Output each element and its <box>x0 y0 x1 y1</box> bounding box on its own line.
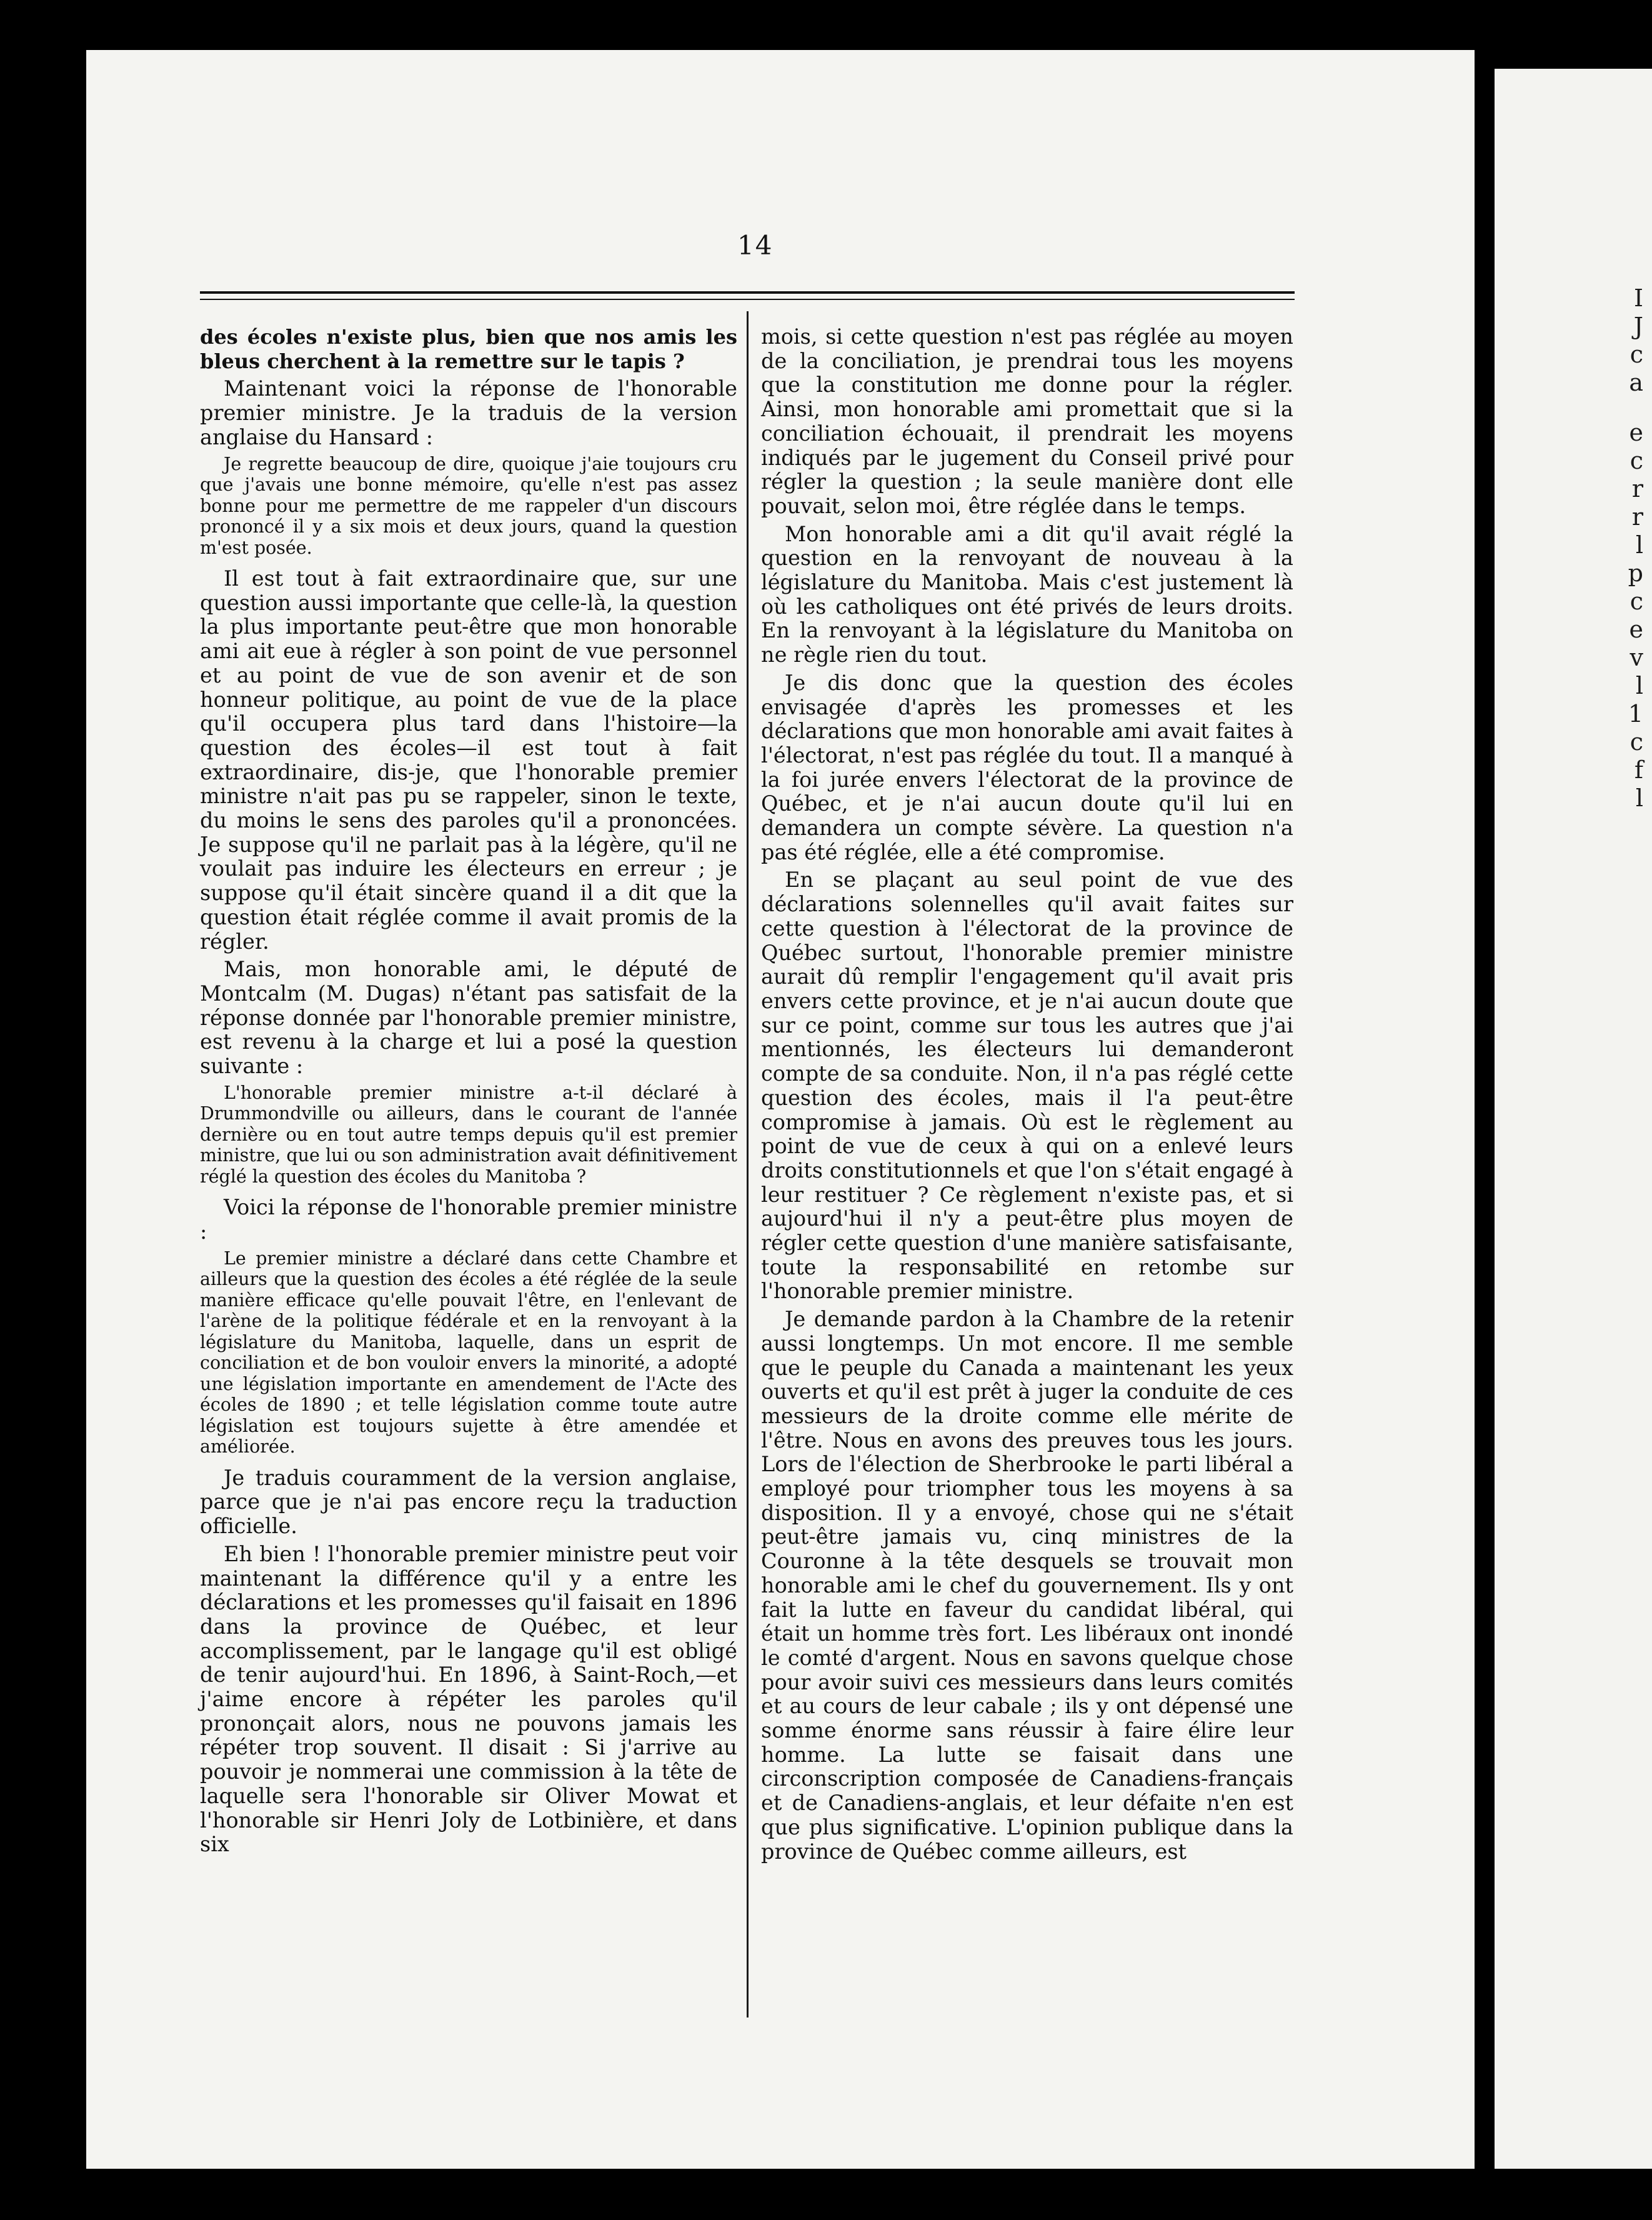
paragraph: mois, si cette question n'est pas réglée au moyen de la conciliation, je prendrai tous les moyens que la constitution me donne pour la régler. Ainsi, mon honorable ami promettait que si la conciliation échouait, il prendrait les moyens indiqués par le jugement du Conseil privé pour régler la question ; la seule manière dont elle pouvait, selon moi, être réglée dans le temps. <box>761 324 1293 518</box>
header-rule <box>200 291 1295 294</box>
right-column <box>761 325 1293 1868</box>
left-column <box>200 325 737 1861</box>
paragraph: Maintenant voici la réponse de l'honorable premier ministre. Je la traduis de la version anglaise du Hansard : <box>200 376 737 449</box>
paragraph: Je demande pardon à la Chambre de la retenir aussi longtemps. Un mot encore. Il me semble que le peuple du Canada a maintenant les yeux ouverts et qu'il est prêt à juger la conduite de ces messieurs de la droite comme elle mérite de l'être. Nous en avons des preuves tous les jours. Lors de l'élection de Sherbrooke le parti libéral a employé pour triompher tous les moyens à sa disposition. Il y a envoyé, chose qui ne s'était peut-être jamais vu, cinq ministres de la Couronne à la tête desquels se trouvait mon honorable ami le chef du gouvernement. Ils y ont fait la lutte en faveur du candidat libéral, qui était un homme très fort. Les libéraux ont inondé le comté d'argent. Nous en savons quelque chose pour avoir suivi ces messieurs dans leurs comités et au cours de leur cabale ; ils y ont dépensé une somme énorme sans réussir à faire élire leur homme. La lutte se faisait dans une circonscription composée de Canadiens-français et de Canadiens-anglais, et leur défaite n'en est que plus significative. L'opinion publique dans la province de Québec comme ailleurs, est <box>761 1307 1293 1864</box>
paragraph: Il est tout à fait extraordinaire que, sur une question aussi importante que celle-là, la question la plus importante peut-être que mon honorable ami ait eue à régler à son point de vue personnel et au point de vue de son avenir et de son honneur politique, au point de vue de la place qu'il occupera plus tard dans l'histoire—la question des écoles—il est tout à fait extraordinaire, dis-je, que l'honorable premier ministre n'ait pas pu se rappeler, sinon le texte, du moins le sens des paroles qu'il a prononcées. Je suppose qu'il ne parlait pas à la légère, qu'il ne voulait pas induire les électeurs en erreur ; je suppose qu'il était sincère quand il a dit que la question était réglée comme il avait promis de la régler. <box>200 566 737 954</box>
quoted-passage: Le premier ministre a déclaré dans cette Chambre et ailleurs que la question des écoles a été réglée de la seule manière efficace qu'elle pouvait l'être, en l'enlevant de l'arène de la politique fédérale et en la renvoyant à la législature du Manitoba, laquelle, dans un esprit de conciliation et de bon vouloir envers la minorité, a adopté une législation importante en amendement de l'Acte des écoles de 1890 ; et telle législation comme toute autre législation est toujours sujette à être amendée et améliorée. <box>200 1248 737 1458</box>
paragraph: Je dis donc que la question des écoles envisagée d'après les promesses et les déclarations que mon honorable ami avait faites à l'électorat, n'est pas réglée du tout. Il a manqué à la foi jurée envers l'électorat de la province de Québec, et je n'ai aucun doute qu'il lui en demandera un compte sévère. La question n'a pas été réglée, elle a été compromise. <box>761 670 1293 864</box>
paragraph: Je traduis couramment de la version anglaise, parce que je n'ai pas encore reçu la traduction officielle. <box>200 1465 737 1539</box>
column-divider <box>747 311 749 2018</box>
quoted-passage: Je regrette beaucoup de dire, quoique j'aie toujours cru que j'avais une bonne mémoire, qu'elle n'est pas assez bonne pour me permettre de me rappeler d'un discours prononcé il y a six mois et deux jours, quand la question m'est posée. <box>200 453 737 558</box>
page-number: 14 <box>737 230 774 261</box>
paragraph: des écoles n'existe plus, bien que nos amis les bleus cherchent à la remettre sur le tapis ? <box>200 325 737 373</box>
paragraph: Mon honorable ami a dit qu'il avait réglé la question en la renvoyant de nouveau à la législature du Manitoba. Mais c'est justement là où les catholiques ont été privés de leurs droits. En la renvoyant à la législature du Manitoba on ne règle rien du tout. <box>761 521 1293 668</box>
paragraph: Eh bien ! l'honorable premier ministre peut voir maintenant la différence qu'il y a entre les déclarations et les promesses qu'il faisait en 1896 dans la province de Québec, et leur accomplissement, par le langage qu'il est obligé de tenir aujourd'hui. En 1896, à Saint-Roch,—et j'aime encore à répéter les paroles qu'il prononçait alors, nous ne pouvons jamais les répéter trop souvent. Il disait : Si j'arrive au pouvoir je nommerai une commission à la tête de laquelle sera l'honorable sir Oliver Mowat et l'honorable sir Henri Joly de Lotbinière, et dans six <box>200 1541 737 1857</box>
paragraph: En se plaçant au seul point de vue des déclarations solennelles qu'il avait faites sur cette question à l'électorat de la province de Québec surtout, l'honorable premier ministre aurait dû remplir l'engagement qu'il avait pris envers cette province, et je n'ai aucun doute que sur ce point, comme sur tous les autres que j'ai mentionnés, les électeurs lui demanderont compte de sa conduite. Non, il n'a pas réglé cette question des écoles, mais il l'a peut-être compromise à jamais. Où est le règlement au point de vue de ceux à qui on a enlevé leurs droits constitutionnels et que l'on s'était engagé à leur restituer ? Ce règlement n'existe pas, et si aujourd'hui il n'y a peut-être plus moyen de régler cette question d'une manière satisfaisante, toute la responsabilité en retombe sur l'honorable premier ministre. <box>761 868 1293 1304</box>
paragraph: Mais, mon honorable ami, le député de Montcalm (M. Dugas) n'étant pas satisfait de la réponse donnée par l'honorable premier ministre, est revenu à la charge et lui a posé la question suivante : <box>200 957 737 1079</box>
adjacent-page-edge: I J c a e c r r l p c e v l 1 c f l <box>1495 69 1652 2169</box>
quoted-passage: L'honorable premier ministre a-t-il déclaré à Drummondville ou ailleurs, dans le courant de l'année dernière ou en tout autre temps depuis qu'il est premier ministre, que lui ou son administration avait définitivement réglé la question des écoles du Manitoba ? <box>200 1082 737 1187</box>
header-rule-thin <box>200 299 1295 300</box>
paragraph: Voici la réponse de l'honorable premier ministre : <box>200 1195 737 1244</box>
